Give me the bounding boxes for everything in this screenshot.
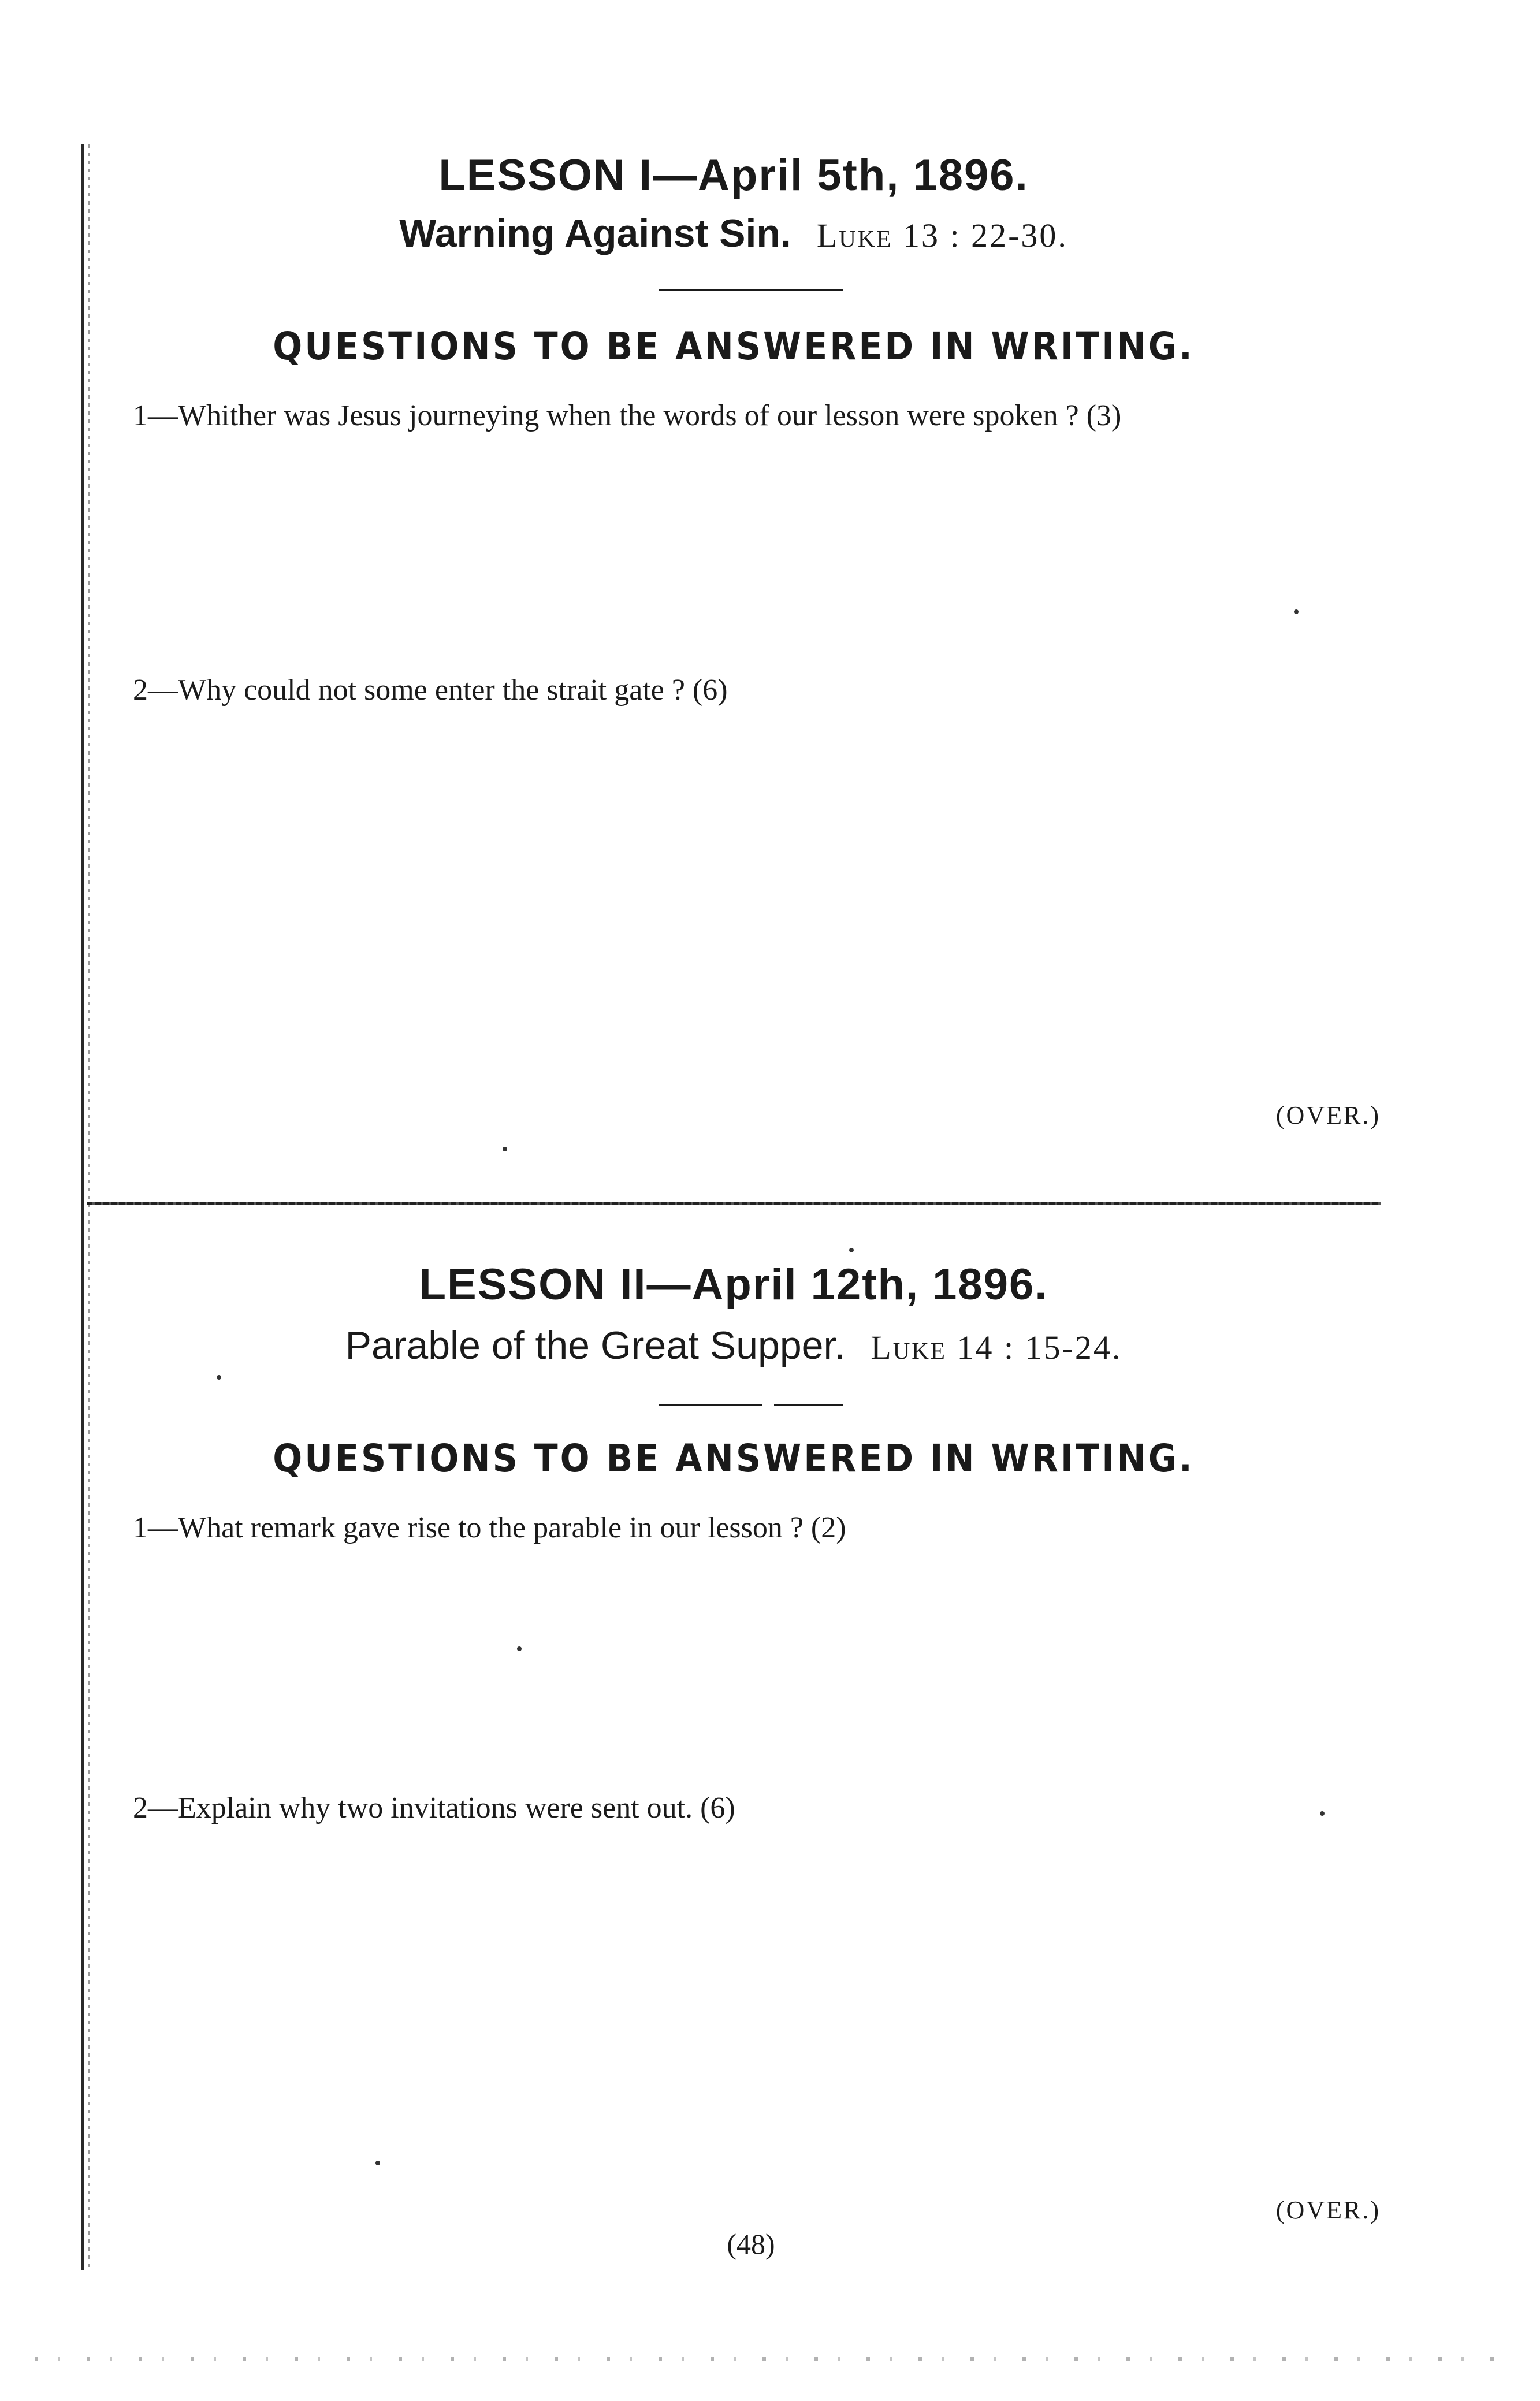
left-margin-rule	[81, 144, 84, 2270]
question-1: 1—Whither was Jesus journeying when the words of our lesson were spoken ? (3)	[133, 399, 1122, 432]
over-note: (OVER.)	[1275, 1101, 1381, 1129]
question-1: 1—What remark gave rise to the parable in our lesson ? (2)	[133, 1511, 846, 1544]
scan-speck	[375, 2161, 380, 2165]
lesson-section-1	[87, 139, 1381, 1190]
lesson-subtitle	[87, 211, 1381, 256]
scan-speck	[517, 1646, 522, 1651]
scan-speck	[217, 1375, 221, 1380]
page-number: (48)	[727, 2228, 775, 2260]
scan-speck	[503, 1147, 507, 1151]
scan-speck	[1294, 609, 1299, 614]
lesson-heading: LESSON II—April 12th, 1896.	[419, 1260, 1048, 1309]
questions-heading: QUESTIONS TO BE ANSWERED IN WRITING.	[273, 324, 1195, 369]
lesson-section-2	[87, 1219, 1381, 2299]
short-rule	[659, 289, 843, 291]
section-divider	[87, 1202, 1381, 1205]
lesson-title: Warning Against Sin.	[399, 211, 791, 255]
scripture-reference: Luke 13 : 22-30.	[816, 217, 1068, 254]
questions-heading: QUESTIONS TO BE ANSWERED IN WRITING.	[273, 1436, 1195, 1481]
short-rule	[659, 1404, 762, 1406]
lesson-heading: LESSON I—April 5th, 1896.	[438, 151, 1029, 200]
scan-noise	[35, 2357, 1513, 2361]
question-2: 2—Explain why two invitations were sent out. (6)	[133, 1792, 735, 1824]
question-2: 2—Why could not some enter the strait gate ? (6)	[133, 674, 728, 707]
scan-speck	[849, 1248, 854, 1252]
short-rule	[774, 1404, 843, 1406]
scripture-reference: Luke 14 : 15-24.	[871, 1329, 1122, 1366]
lesson-title: Parable of the Great Supper.	[345, 1324, 846, 1367]
scan-speck	[1320, 1811, 1325, 1816]
over-note: (OVER.)	[1275, 2196, 1381, 2224]
lesson-subtitle	[87, 1323, 1381, 1368]
